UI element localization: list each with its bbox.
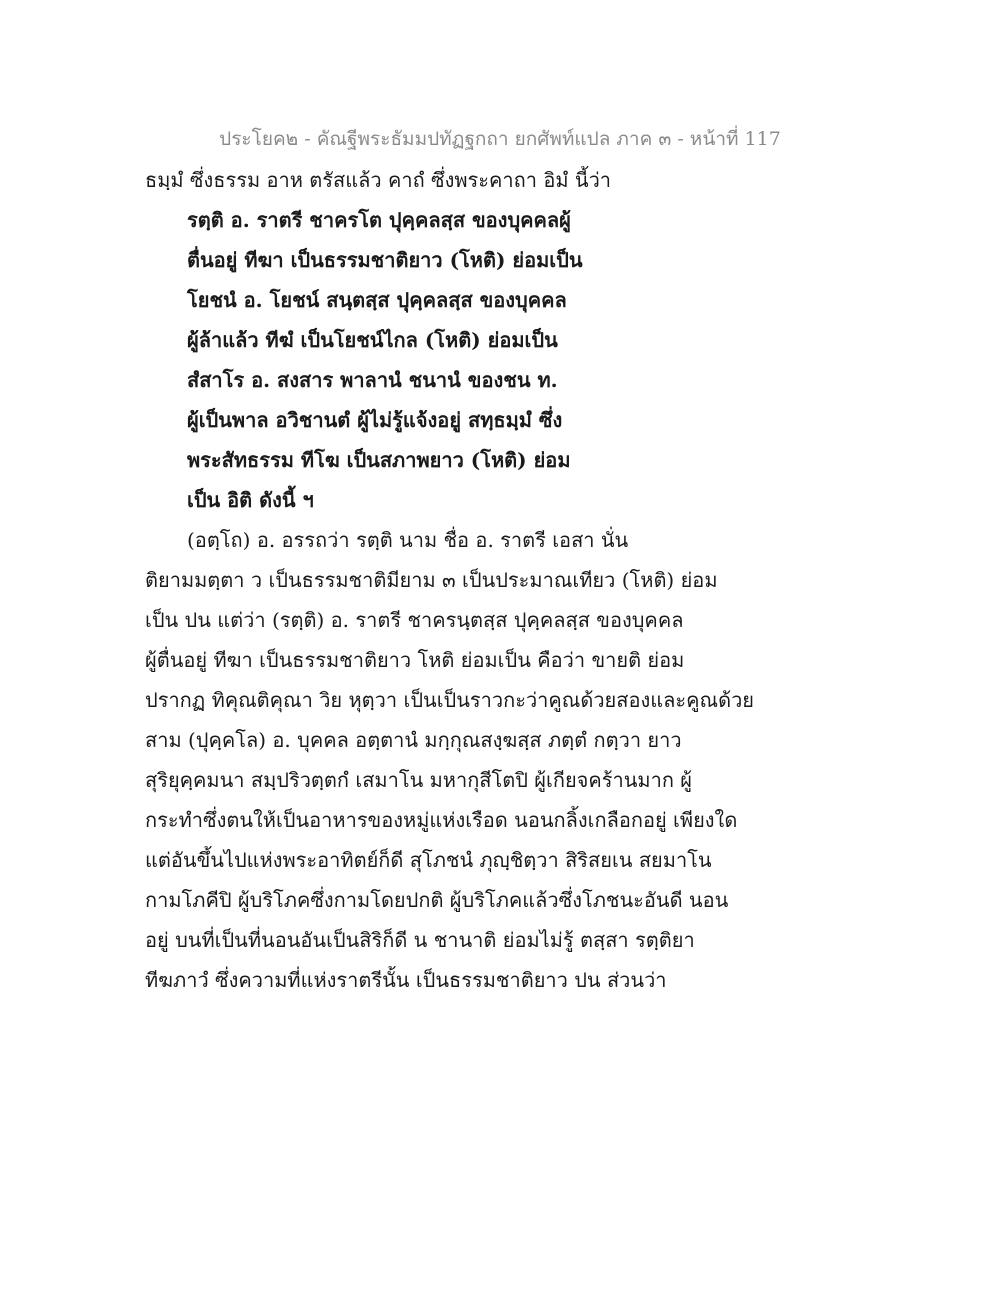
verse-block <box>145 200 745 520</box>
paragraph-line: กามโภคีปิ ผู้บริโภคซึ่งกามโดยปกติ ผู้บริโภคแล้วซึ่งโภชนะอันดี นอน <box>145 888 729 912</box>
page-header <box>0 124 1000 154</box>
body-text <box>145 160 755 1000</box>
verse-line: รตฺติ อ. ราตรี ชาครโต ปุคฺคลสฺส ของบุคคลผู้ <box>187 208 571 232</box>
paragraph-line: สาม (ปุคฺคโล) อ. บุคคล อตฺตานํ มกฺกุณสงฺฆสฺส ภตฺตํ กตฺวา ยาว <box>145 728 682 752</box>
verse-line: ผู้ล้าแล้ว ทีฆํ เป็นโยชน์ไกล (โหติ) ย่อมเป็น <box>187 328 558 352</box>
paragraph-line: (อตฺโถ) อ. อรรถว่า รตฺติ นาม ชื่อ อ. ราตรี เอสา นั่น <box>187 528 629 552</box>
paragraph-line: ติยามมตฺตา ว เป็นธรรมชาติมียาม ๓ เป็นประมาณเทียว (โหติ) ย่อม <box>145 568 718 592</box>
paragraph-line: เป็น ปน แต่ว่า (รตฺติ) อ. ราตรี ชาครนฺตสฺส ปุคฺคลสฺส ของบุคคล <box>145 608 684 632</box>
verse-line: พระสัทธรรม ทีโฆ เป็นสภาพยาว (โหติ) ย่อม <box>187 448 571 472</box>
running-header-text: ประโยค๒ - คัณฐีพระธัมมปทัฏฐกถา ยกศัพท์แปล ภาค ๓ - หน้าที่ 117 <box>219 128 781 150</box>
paragraph-line: อยู่ บนที่เป็นที่นอนอันเป็นสิริก็ดี น ชานาติ ย่อมไม่รู้ ตสฺสา รตฺติยา <box>145 928 695 952</box>
commentary-paragraph <box>145 520 755 1000</box>
verse-line: ตื่นอยู่ ทีฆา เป็นธรรมชาติยาว (โหติ) ย่อมเป็น <box>187 248 583 272</box>
paragraph-line: สุริยุคฺคมนา สมฺปริวตฺตกํ เสมาโน มหากุสีโตปิ ผู้เกียจคร้านมาก ผู้ <box>145 768 693 792</box>
paragraph-line: ทีฆภาวํ ซึ่งความที่แห่งราตรีนั้น เป็นธรรมชาติยาว ปน ส่วนว่า <box>145 968 667 992</box>
intro-line: ธมฺมํ ซึ่งธรรม อาห ตรัสแล้ว คาถํ ซึ่งพระคาถา อิมํ นี้ว่า <box>145 168 612 192</box>
paragraph-line: ปรากฏ ทิคุณติคุณา วิย หุตฺวา เป็นเป็นราวกะว่าคูณด้วยสองและคูณด้วย <box>145 688 755 712</box>
verse-line: สํสาโร อ. สงสาร พาลานํ ชนานํ ของชน ท. <box>187 368 558 392</box>
paragraph-line: แต่อันขึ้นไปแห่งพระอาทิตย์ก็ดี สุโภชนํ ภุญฺชิตฺวา สิริสยเน สยมาโน <box>145 848 712 872</box>
paragraph-line: กระทำซึ่งตนให้เป็นอาหารของหมู่แห่งเรือด นอนกลิ้งเกลือกอยู่ เพียงใด <box>145 808 738 832</box>
verse-line: ผู้เป็นพาล อวิชานตํ ผู้ไม่รู้แจ้งอยู่ สทฺธมฺมํ ซึ่ง <box>187 408 563 432</box>
verse-line: โยชนํ อ. โยชน์ สนฺตสฺส ปุคฺคลสฺส ของบุคคล <box>187 288 567 312</box>
paragraph-line: ผู้ตื่นอยู่ ทีฆา เป็นธรรมชาติยาว โหติ ย่อมเป็น คือว่า ขายติ ย่อม <box>145 648 685 672</box>
verse-line: เป็น อิติ ดังนี้ ฯ <box>187 488 314 512</box>
